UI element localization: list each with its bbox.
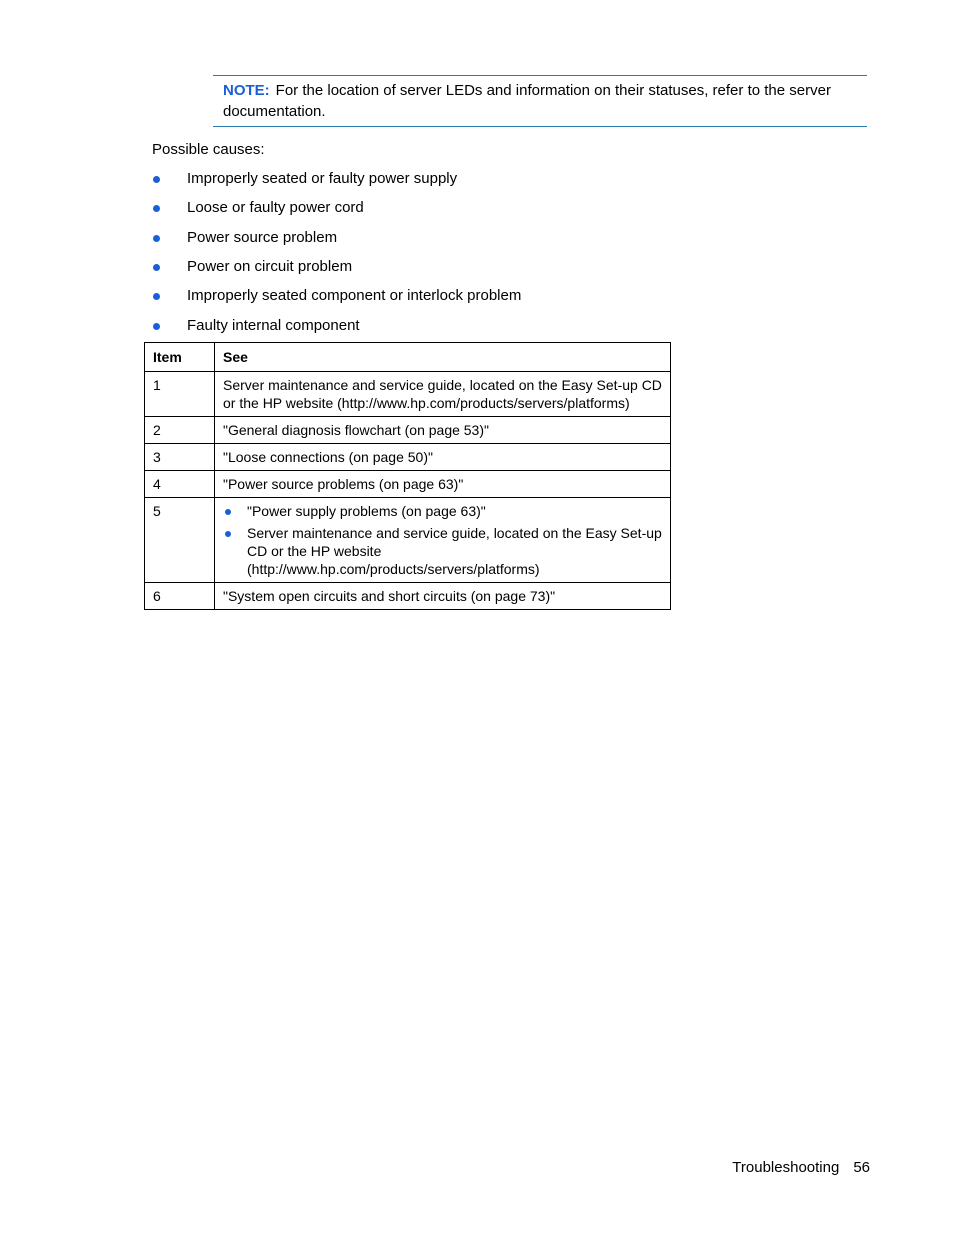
column-header-item: Item <box>145 343 215 372</box>
cross-reference-link[interactable]: "Power source problems (on page 63)" <box>223 476 464 492</box>
footer-section-title: Troubleshooting <box>732 1159 840 1176</box>
cause-text: Improperly seated component or interlock problem <box>187 287 522 304</box>
item-cell: 6 <box>145 583 215 610</box>
page-number: 56 <box>853 1159 870 1176</box>
item-cell: 4 <box>145 471 215 498</box>
table-row <box>145 583 671 610</box>
bullet-icon <box>153 176 160 183</box>
possible-causes-heading: Possible causes: <box>152 141 265 158</box>
cause-text: Faulty internal component <box>187 317 360 334</box>
sub-list-text: Server maintenance and service guide, located on the Easy Set-up CD or the HP website (http://www.hp.com/products/servers/platforms) <box>247 525 662 577</box>
table-header-row <box>145 343 671 372</box>
see-cell <box>215 471 671 498</box>
see-cell <box>215 583 671 610</box>
cause-text: Improperly seated or faulty power supply <box>187 170 458 187</box>
item-cell: 3 <box>145 444 215 471</box>
table-row <box>145 417 671 444</box>
cause-item <box>152 198 652 218</box>
table-row <box>145 471 671 498</box>
see-cell <box>215 417 671 444</box>
note-text-block <box>223 80 843 122</box>
see-cell: Server maintenance and service guide, located on the Easy Set-up CD or the HP website (http://www.hp.com/products/servers/platforms) <box>215 372 671 417</box>
reference-table <box>144 342 671 610</box>
table-row <box>145 444 671 471</box>
sub-list-item <box>223 524 662 578</box>
note-body: For the location of server LEDs and information on their statuses, refer to the server documentation. <box>223 82 831 120</box>
cause-item <box>152 316 652 336</box>
bullet-icon <box>153 235 160 242</box>
bullet-icon <box>153 293 160 300</box>
see-cell <box>215 498 671 583</box>
cause-item <box>152 169 652 189</box>
item-cell: 2 <box>145 417 215 444</box>
cross-reference-link[interactable]: "General diagnosis flowchart (on page 53)" <box>223 422 489 438</box>
cause-item <box>152 228 652 248</box>
bullet-icon <box>153 323 160 330</box>
cross-reference-link[interactable]: "System open circuits and short circuits (on page 73)" <box>223 588 556 604</box>
sub-list-item <box>223 502 662 520</box>
see-sub-list <box>223 502 662 578</box>
bullet-icon <box>153 264 160 271</box>
note-label: NOTE: <box>223 82 270 99</box>
cause-text: Loose or faulty power cord <box>187 199 364 216</box>
item-cell: 5 <box>145 498 215 583</box>
bullet-icon <box>225 509 231 515</box>
cross-reference-link[interactable]: "Power supply problems (on page 63)" <box>247 503 486 519</box>
cause-text: Power on circuit problem <box>187 258 353 275</box>
column-header-see: See <box>215 343 671 372</box>
cross-reference-link[interactable]: "Loose connections (on page 50)" <box>223 449 433 465</box>
page-footer <box>732 1158 870 1178</box>
see-cell <box>215 444 671 471</box>
cause-text: Power source problem <box>187 229 338 246</box>
note-box <box>213 75 867 127</box>
bullet-icon <box>225 531 231 537</box>
item-cell: 1 <box>145 372 215 417</box>
cause-item <box>152 286 652 306</box>
cause-item <box>152 257 652 277</box>
table-row <box>145 372 671 417</box>
table-row <box>145 498 671 583</box>
bullet-icon <box>153 205 160 212</box>
